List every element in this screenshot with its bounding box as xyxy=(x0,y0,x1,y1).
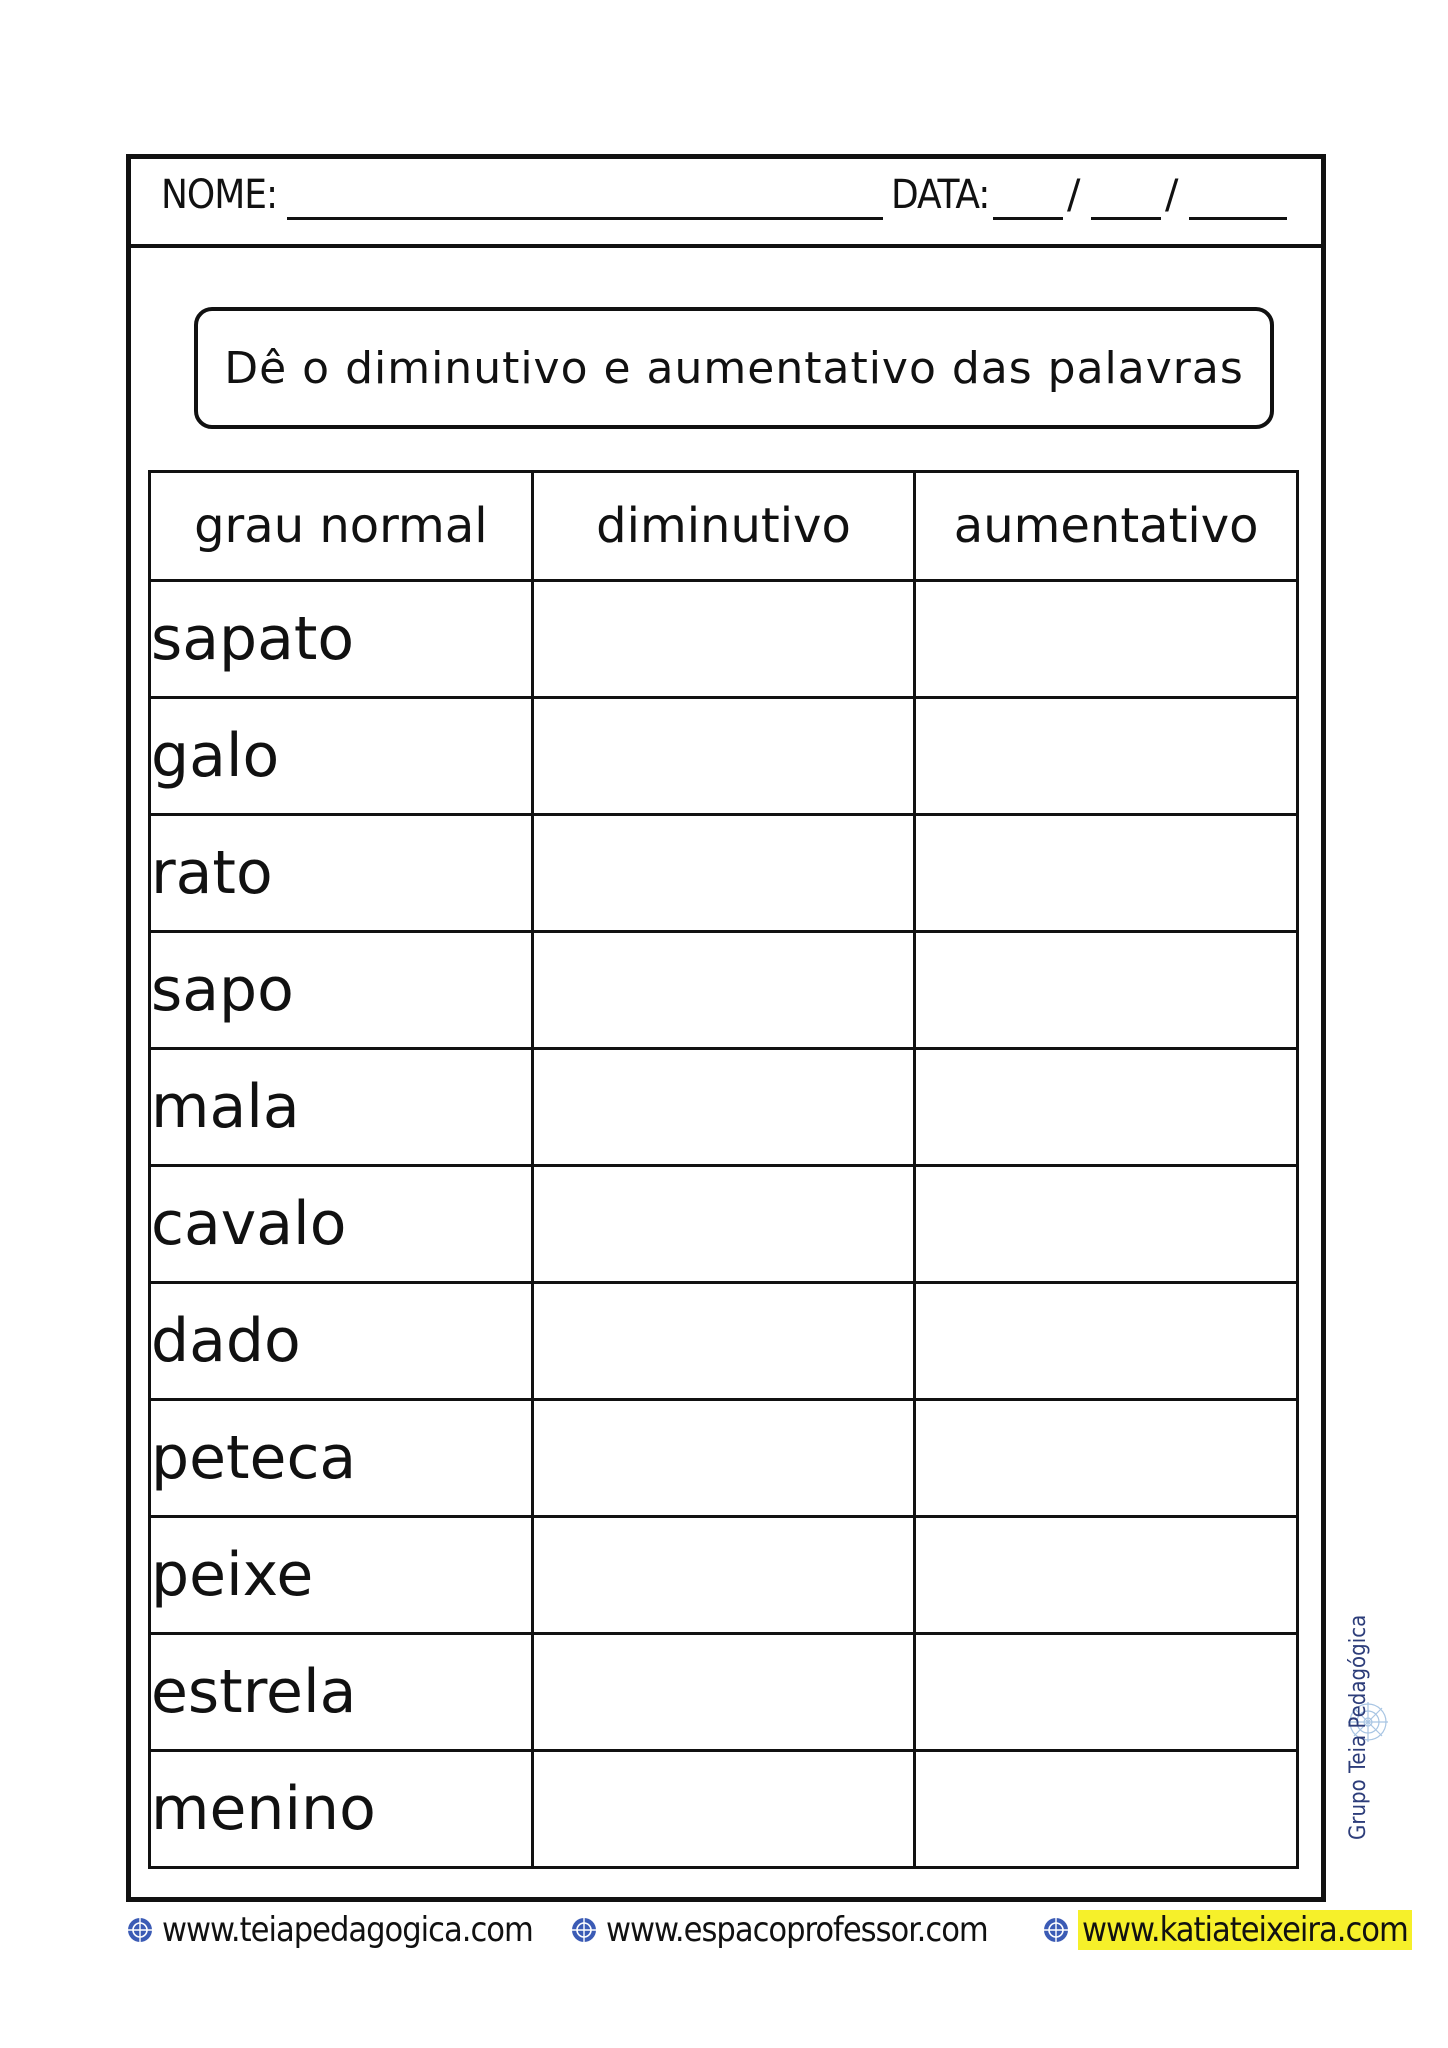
date-year-field[interactable] xyxy=(1189,217,1287,220)
footer xyxy=(126,1910,1406,1964)
column-header-diminutivo: diminutivo xyxy=(532,472,915,581)
footer-site-2-text[interactable]: www.espacoprofessor.com xyxy=(606,1910,988,1950)
column-header-aumentativo: aumentativo xyxy=(915,472,1298,581)
diminutivo-answer-cell[interactable] xyxy=(532,932,915,1049)
diminutivo-answer-cell[interactable] xyxy=(532,1751,915,1868)
word-cell: sapo xyxy=(150,932,533,1049)
diminutivo-answer-cell[interactable] xyxy=(532,1283,915,1400)
diminutivo-answer-cell[interactable] xyxy=(532,1049,915,1166)
word-cell: dado xyxy=(150,1283,533,1400)
word-cell: estrela xyxy=(150,1634,533,1751)
aumentativo-answer-cell[interactable] xyxy=(915,1517,1298,1634)
globe-icon xyxy=(570,1916,598,1944)
globe-icon xyxy=(126,1916,154,1944)
name-label: NOME: xyxy=(161,172,278,218)
aumentativo-answer-cell[interactable] xyxy=(915,932,1298,1049)
diminutivo-answer-cell[interactable] xyxy=(532,1634,915,1751)
word-cell: galo xyxy=(150,698,533,815)
date-slash-1: / xyxy=(1067,172,1081,218)
column-header-grau-normal: grau normal xyxy=(150,472,533,581)
table-row xyxy=(150,815,1298,932)
diminutivo-answer-cell[interactable] xyxy=(532,581,915,698)
table-row xyxy=(150,1049,1298,1166)
table-row xyxy=(150,1166,1298,1283)
word-cell: rato xyxy=(150,815,533,932)
table-header-row xyxy=(150,472,1298,581)
table-row xyxy=(150,698,1298,815)
footer-site-1-text[interactable]: www.teiapedagogica.com xyxy=(162,1910,533,1950)
aumentativo-answer-cell[interactable] xyxy=(915,1751,1298,1868)
diminutivo-answer-cell[interactable] xyxy=(532,1166,915,1283)
footer-site-1[interactable] xyxy=(126,1910,533,1950)
words-table xyxy=(148,470,1299,1869)
name-field[interactable] xyxy=(287,217,883,220)
date-slash-2: / xyxy=(1165,172,1179,218)
date-day-field[interactable] xyxy=(993,217,1063,220)
word-cell: menino xyxy=(150,1751,533,1868)
aumentativo-answer-cell[interactable] xyxy=(915,1166,1298,1283)
word-cell: mala xyxy=(150,1049,533,1166)
instruction-box xyxy=(194,307,1274,429)
aumentativo-answer-cell[interactable] xyxy=(915,698,1298,815)
table-row xyxy=(150,1751,1298,1868)
table-row xyxy=(150,1634,1298,1751)
aumentativo-answer-cell[interactable] xyxy=(915,1400,1298,1517)
footer-site-3-text[interactable]: www.katiateixeira.com xyxy=(1078,1910,1412,1950)
worksheet xyxy=(126,154,1326,1902)
table-row xyxy=(150,932,1298,1049)
word-cell: sapato xyxy=(150,581,533,698)
aumentativo-answer-cell[interactable] xyxy=(915,1283,1298,1400)
aumentativo-answer-cell[interactable] xyxy=(915,1634,1298,1751)
diminutivo-answer-cell[interactable] xyxy=(532,698,915,815)
date-month-field[interactable] xyxy=(1091,217,1161,220)
word-cell: peteca xyxy=(150,1400,533,1517)
date-label: DATA: xyxy=(891,172,990,218)
table-row xyxy=(150,1400,1298,1517)
diminutivo-answer-cell[interactable] xyxy=(532,1400,915,1517)
globe-icon xyxy=(1042,1916,1070,1944)
diminutivo-answer-cell[interactable] xyxy=(532,815,915,932)
watermark-text: Grupo Teia Pedagógica xyxy=(1346,1614,1371,1840)
table-row xyxy=(150,1517,1298,1634)
worksheet-header xyxy=(131,159,1321,248)
instruction-text: Dê o diminutivo e aumentativo das palavras xyxy=(224,342,1244,394)
footer-site-2[interactable] xyxy=(570,1910,988,1950)
aumentativo-answer-cell[interactable] xyxy=(915,581,1298,698)
word-cell: cavalo xyxy=(150,1166,533,1283)
aumentativo-answer-cell[interactable] xyxy=(915,815,1298,932)
aumentativo-answer-cell[interactable] xyxy=(915,1049,1298,1166)
table-row xyxy=(150,581,1298,698)
footer-site-3[interactable] xyxy=(1042,1910,1412,1950)
table-row xyxy=(150,1283,1298,1400)
diminutivo-answer-cell[interactable] xyxy=(532,1517,915,1634)
word-cell: peixe xyxy=(150,1517,533,1634)
